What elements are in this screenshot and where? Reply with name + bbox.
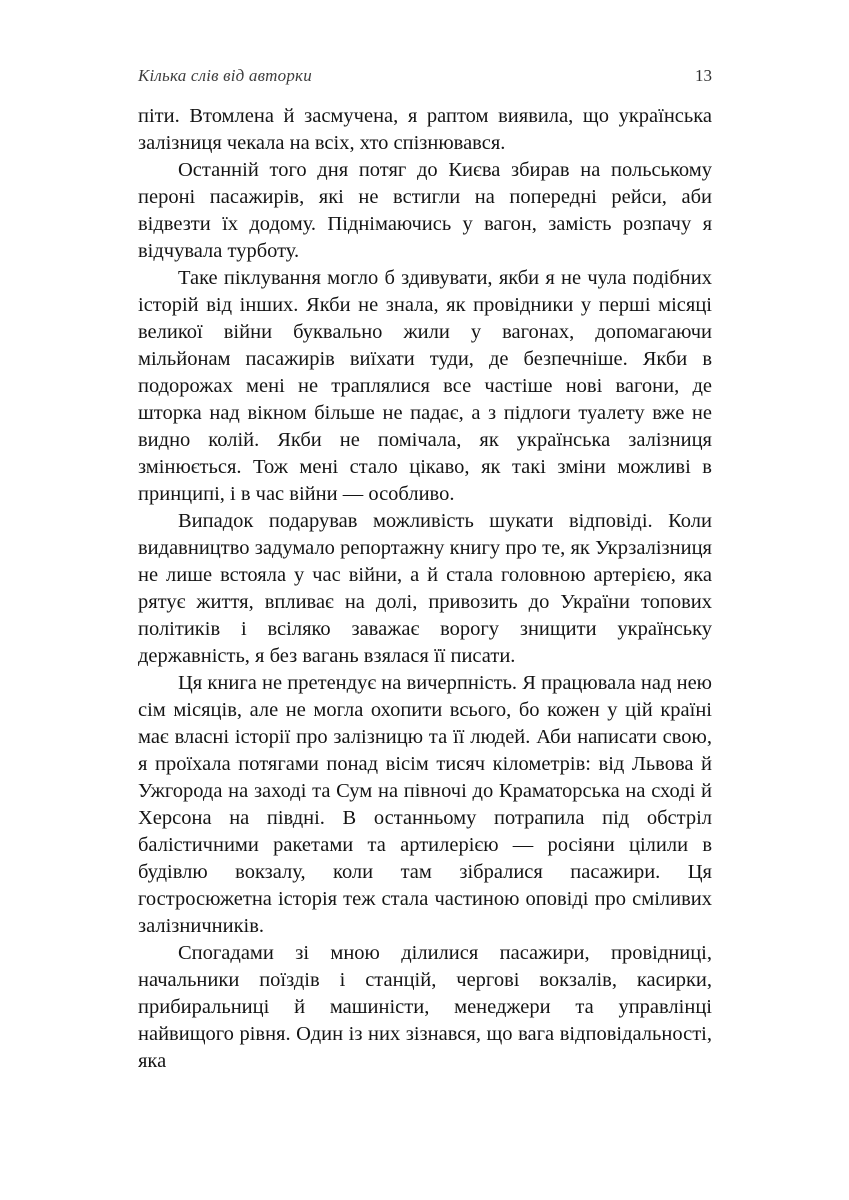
running-title: Кілька слів від авторки — [138, 66, 312, 85]
page-body — [138, 103, 712, 1075]
page-number: 13 — [695, 66, 712, 85]
paragraph: Спогадами зі мною ділилися пасажири, провідниці, начальники поїздів і станцій, чергові вокзалів, касирки, прибиральниці й машиністи, менеджери та управлінці найвищого рівня. Один із них зізнався, що вага відповідальності, яка — [138, 942, 712, 1072]
paragraph: Останній того дня потяг до Києва збирав на польському пероні пасажирів, які не встигли на попередні рейси, аби відвезти їх додому. Піднімаючись у вагон, замість розпачу я відчувала турботу. — [138, 159, 712, 262]
paragraph-continuation: піти. Втомлена й засмучена, я раптом виявила, що українська залізниця чекала на всіх, хто спізнювався. — [138, 105, 712, 154]
paragraph: Випадок подарував можливість шукати відповіді. Коли видавництво задумало репортажну книгу про те, як Укрзалізниця не лише встояла у час війни, а й стала головною артерією, яка рятує життя, впливає на долі, привозить до України топових політиків і всіляко заважає ворогу знищити українську державність, я без вагань взялася її писати. — [138, 510, 712, 667]
page-header — [138, 66, 712, 86]
paragraph: Таке піклування могло б здивувати, якби я не чула подібних історій від інших. Якби не знала, як провідники у перші місяці великої війни буквально жили у вагонах, допомагаючи мільйонам пасажирів виїхати туди, де безпечніше. Якби в подорожах мені не траплялися все частіше нові вагони, де шторка над вікном більше не падає, а з підлоги туалету вже не видно колій. Якби не помічала, як українська залізниця змінюється. Тож мені стало цікаво, як такі зміни можливі в принципі, і в час війни — особливо. — [138, 267, 712, 505]
paragraph: Ця книга не претендує на вичерпність. Я працювала над нею сім місяців, але не могла охопити всього, бо кожен у цій країні має власні історії про залізницю та її людей. Аби написати свою, я проїхала потягами понад вісім тисяч кілометрів: від Львова й Ужгорода на заході та Сум на півночі до Краматорська на сході й Херсона на півдні. В останньому потрапила під обстріл балістичними ракетами та артилерією — росіяни цілили в будівлю вокзалу, коли там зібралися пасажири. Ця гостросюжетна історія теж стала частиною оповіді про сміливих залізничників. — [138, 672, 712, 937]
